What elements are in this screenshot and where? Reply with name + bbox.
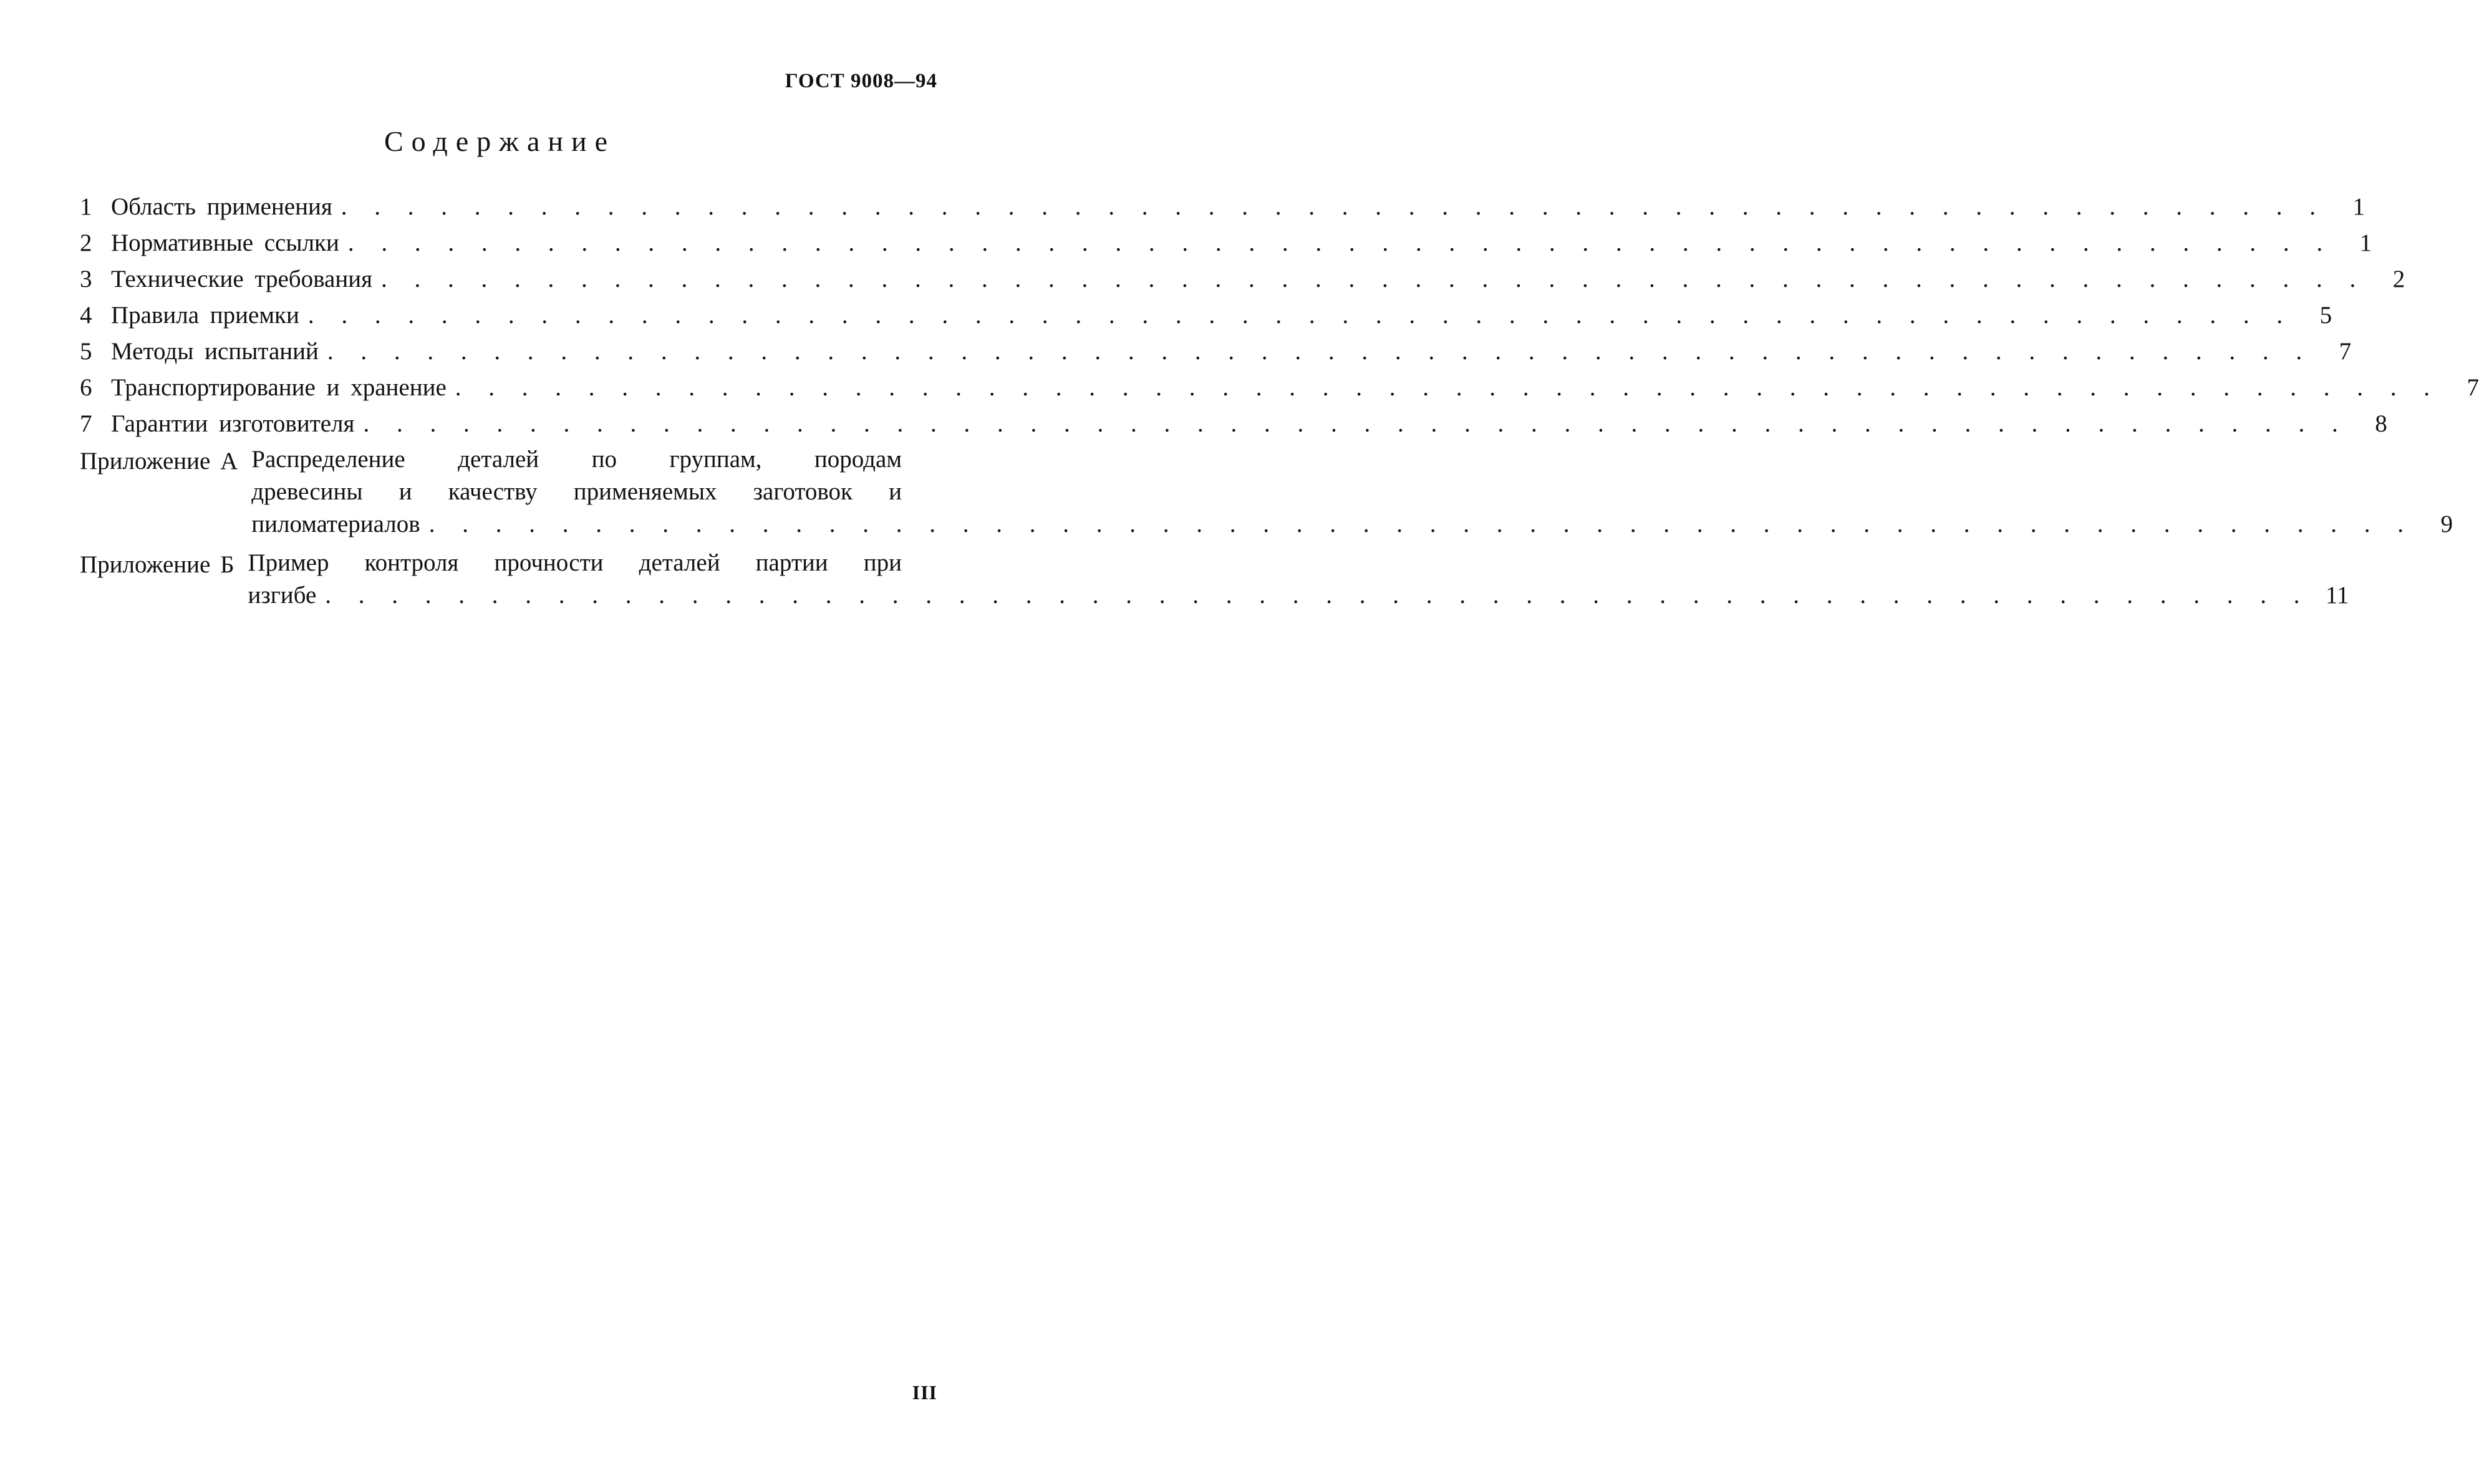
toc-entry-title: Методы испытаний: [111, 338, 319, 365]
dot-leader: . . . . . . . . . . . . . . . . . . . . . . . . . . . . . . . . . . . . . . . . . . . . . . . . . . . . . . . . . . . .: [341, 193, 2327, 220]
dot-leader: . . . . . . . . . . . . . . . . . . . . . . . . . . . . . . . . . . . . . . . . . . . . . . . . . . . . . . . . . . . .: [428, 511, 2414, 537]
toc-title: Содержание: [384, 125, 616, 157]
toc-entry-number: 4: [80, 302, 92, 329]
appendix-title-last-line: [251, 508, 2453, 541]
toc-appendix-a[interactable]: [80, 443, 2453, 541]
toc-entry-page: 8: [2375, 410, 2387, 437]
appendix-title-line: Распределение деталей по группам, породам: [251, 446, 902, 473]
toc-appendix-b[interactable]: [80, 547, 2349, 612]
document-code: ГОСТ 9008—94: [785, 70, 937, 92]
toc-entry-page: 7: [2467, 374, 2479, 401]
toc-entry-page: 5: [2319, 302, 2332, 329]
dot-leader: . . . . . . . . . . . . . . . . . . . . . . . . . . . . . . . . . . . . . . . . . . . . . . . . . . . . . . . . . . . .: [363, 410, 2349, 437]
page-number: III: [912, 1381, 937, 1404]
toc-entry[interactable]: [80, 261, 2405, 297]
toc-entry-page: 7: [2339, 338, 2352, 365]
toc-entry-page: 1: [2359, 229, 2372, 256]
toc-entry-title: Технические требования: [111, 266, 373, 292]
toc-entry-number: 6: [80, 374, 92, 401]
appendix-label: Приложение А: [80, 448, 238, 475]
toc-entry[interactable]: [80, 189, 2365, 225]
toc-entry-title: Гарантии изготовителя: [111, 410, 355, 437]
dot-leader: . . . . . . . . . . . . . . . . . . . . . . . . . . . . . . . . . . . . . . . . . . . . . . . . . . . . . . . . . . . .: [381, 266, 2367, 292]
dot-leader: . . . . . . . . . . . . . . . . . . . . . . . . . . . . . . . . . . . . . . . . . . . . . . . . . . . . . . . . . . . .: [327, 338, 2313, 365]
dot-leader: . . . . . . . . . . . . . . . . . . . . . . . . . . . . . . . . . . . . . . . . . . . . . . . . . . . . . . . . . . . .: [455, 374, 2441, 401]
toc-entry[interactable]: [80, 334, 2352, 370]
toc-entry-page: 11: [2325, 582, 2349, 609]
toc-entry-title: Транспортирование и хранение: [111, 374, 447, 401]
toc-entry-title: Нормативные ссылки: [111, 229, 339, 256]
appendix-title: [248, 547, 2349, 612]
dot-leader: . . . . . . . . . . . . . . . . . . . . . . . . . . . . . . . . . . . . . . . . . . . . . . . . . . . . . . . . . . . .: [325, 582, 2311, 609]
toc-entry[interactable]: [80, 225, 2372, 261]
toc-entry-number: 5: [80, 338, 92, 365]
dot-leader: . . . . . . . . . . . . . . . . . . . . . . . . . . . . . . . . . . . . . . . . . . . . . . . . . . . . . . . . . . . .: [307, 302, 2294, 329]
appendix-title-line: изгибе: [248, 582, 317, 609]
toc-entry-page: 1: [2352, 193, 2365, 220]
toc-entry[interactable]: [80, 370, 2479, 406]
toc-entry-number: 7: [80, 410, 92, 437]
dot-leader: . . . . . . . . . . . . . . . . . . . . . . . . . . . . . . . . . . . . . . . . . . . . . . . . . . . . . . . . . . . .: [347, 229, 2334, 256]
appendix-label: Приложение Б: [80, 551, 234, 578]
appendix-title-last-line: [248, 579, 2349, 612]
toc-entry-title: Правила приемки: [111, 302, 299, 329]
toc-entry[interactable]: [80, 297, 2332, 334]
appendix-title-line: Пример контроля прочности деталей партии при: [248, 549, 902, 576]
appendix-title: [251, 443, 2453, 541]
appendix-title-line: пиломатериалов: [251, 511, 420, 537]
toc-entry-page: 9: [2440, 511, 2453, 537]
appendix-title-line: древесины и качеству применяемых заготовок и: [251, 478, 902, 505]
toc-entry[interactable]: [80, 406, 2387, 442]
toc-entry-page: 2: [2392, 266, 2405, 292]
toc-entry-number: 3: [80, 266, 92, 292]
toc-entry-title: Область применения: [111, 193, 332, 220]
toc-entry-number: 2: [80, 229, 92, 256]
table-of-contents: [80, 189, 2479, 612]
toc-entry-number: 1: [80, 193, 92, 220]
